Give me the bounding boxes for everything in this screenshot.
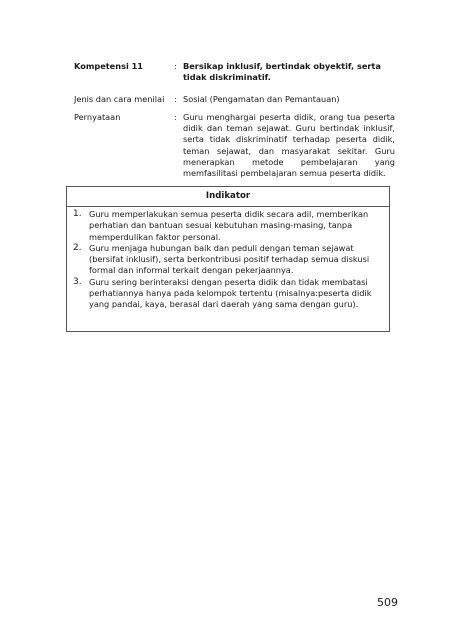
jenis-colon: : bbox=[174, 94, 177, 104]
page-number: 509 bbox=[377, 596, 398, 609]
indikator-text: Guru sering berinteraksi dengan peserta didik dan tidak membatasi perhatiannya hanya pada kelompok tertentu (misalnya:peserta didik yang pandai, kaya, berasal dari daerah yang sama dengan guru). bbox=[89, 276, 372, 310]
pernyataan-value: Guru menghargai peserta didik, orang tua peserta didik dan teman sejawat. Guru bertindak inklusif, serta tidak diskriminatif terhadap peserta didik, teman sejawat, dan masyarakat sekitar. Guru menerapkan metode pembelajaran yang memfasilitasi pembelajaran semua peserta didik. bbox=[183, 112, 395, 179]
kompetensi-label: Kompetensi 11 bbox=[74, 61, 143, 71]
jenis-row bbox=[74, 94, 394, 106]
indikator-item bbox=[67, 209, 389, 243]
pernyataan-colon: : bbox=[174, 112, 177, 122]
jenis-value: Sosial (Pengamatan dan Pemantauan) bbox=[183, 94, 340, 104]
indikator-list bbox=[67, 209, 389, 311]
kompetensi-value: Bersikap inklusif, bertindak obyektif, serta tidak diskriminatif. bbox=[183, 61, 381, 83]
indikator-number: 1. bbox=[73, 209, 82, 219]
indikator-number: 2. bbox=[73, 242, 82, 253]
kompetensi-row bbox=[74, 61, 394, 85]
pernyataan-row bbox=[74, 112, 395, 179]
indikator-text: Guru menjaga hubungan baik dan peduli dengan teman sejawat (bersifat inklusif), serta berkontribusi positif terhadap semua diskusi formal dan informal terkait dengan pekerjaannya. bbox=[89, 242, 370, 276]
indikator-text: Guru memperlakukan semua peserta didik secara adil, memberikan perhatian dan bantuan sesuai kebutuhan masing-masing, tanpa memperdulikan faktor personal. bbox=[89, 209, 369, 242]
jenis-label: Jenis dan cara menilai bbox=[74, 94, 165, 104]
kompetensi-colon: : bbox=[174, 61, 177, 71]
pernyataan-label: Pernyataan bbox=[74, 112, 121, 122]
indikator-item bbox=[67, 243, 389, 277]
indikator-item bbox=[67, 277, 389, 311]
indikator-title: Indikator bbox=[67, 187, 389, 207]
indikator-number: 3. bbox=[73, 276, 82, 287]
indikator-box bbox=[66, 186, 390, 332]
